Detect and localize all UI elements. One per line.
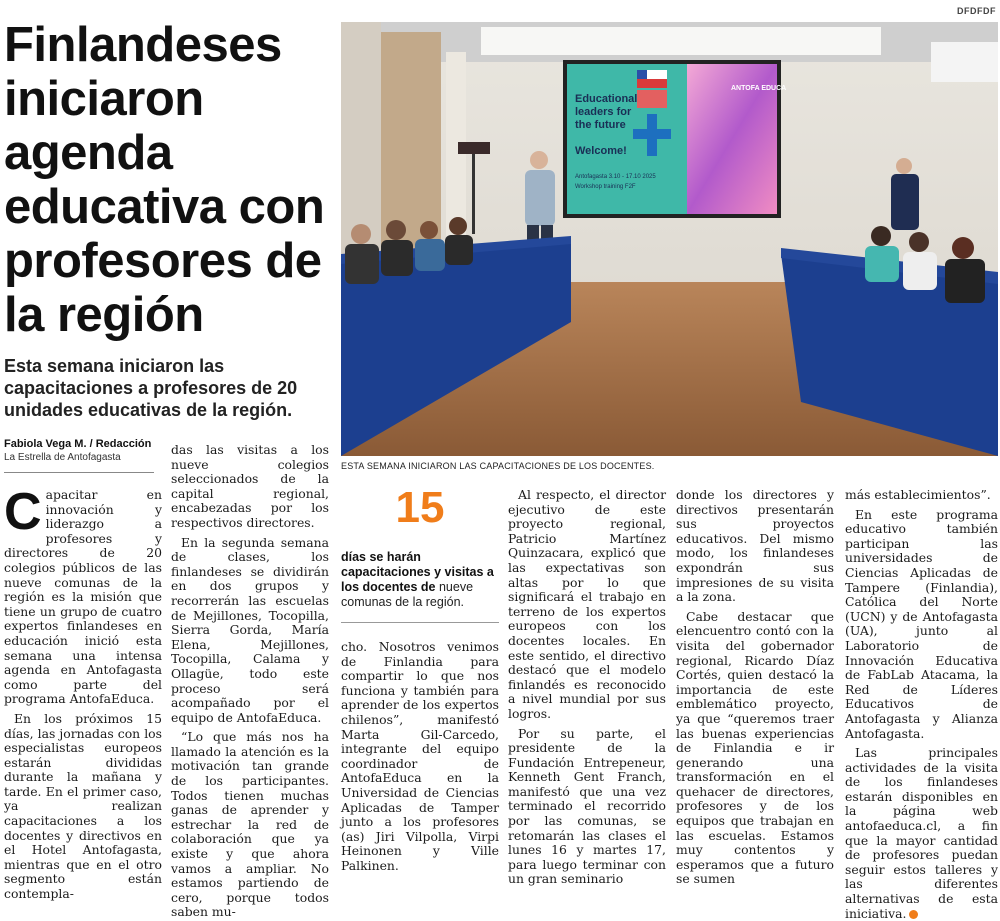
body-paragraph: das las visitas a los nueve colegios seleccionados de la capital regional, encabezadas por los respectivos directores. (171, 442, 329, 530)
byline (4, 437, 154, 465)
body-column-5 (676, 487, 834, 887)
page-code: DFDFDF (957, 6, 996, 16)
body-paragraph: En este programa educativo también participan las universidades de Ciencias Aplicadas de Tampere (Finlandia), Católica del Norte (UCN) y de Antofagasta (UA), junto al Laboratorio de Innovación Educativa de FabLab Atacama, la Red de Líderes Educativos de Antofagasta y Alianza Antofagasta. (845, 506, 998, 741)
body-paragraph: Capacitar en innovación y liderazgo a profesores y directores de 20 colegios públicos de las nueve comunas de la región es la misión que tiene un grupo de cuatro expertos finlandeses en educación inició esta semana una intensa agenda en Antofagasta como parte del programa AntofaEduca. (4, 483, 162, 707)
slide-meta: Antofagasta 3.10 - 17.10 2025 (575, 174, 656, 180)
body-paragraph: Por su parte, el presidente de la Fundación Entrepeneur, Kenneth Gent Franch, manifestó que una vez terminado el recorrido por las comunas, se retomarán las clases el lunes 16 y martes 17, para luego terminar con un gran seminario (508, 725, 666, 887)
photo-illustration (341, 22, 998, 456)
slide-welcome: Welcome! (575, 145, 627, 157)
byline-divider (4, 472, 154, 473)
body-paragraph: En los próximos 15 días, las jornadas con los especialistas europeos estarán divididas durante la mañana y tarde. En el primer caso, ya realizan capacitaciones a los docentes y directivos en el Hotel Antofagasta, mientras que en el otro segmento están contempla- (4, 710, 162, 902)
stat-number: 15 (395, 483, 445, 532)
end-mark-icon (909, 910, 918, 919)
body-column-4 (508, 487, 666, 887)
body-paragraph: Al respecto, el director ejecutivo de este proyecto regional, Patricio Martínez Quinzacara, explicó que las expectativas son altas por lo que significará el trabajo en terreno de los expertos europeos con los docentes locales. En este sentido, el directivo destacó que el modelo finlandés es reconocido a nivel mundial por sus logros. (508, 487, 666, 721)
body-column-6 (845, 487, 998, 921)
body-column-2 (171, 442, 329, 920)
byline-author: Fabiola Vega M. / Redacción (4, 438, 152, 450)
body-paragraph: Las principales actividades de la visita de los finlandeses estarán disponibles en la página web antofaeduca.cl, a fin que la mayor cantidad de profesores puedan seguir estos talleres y las diferentes alternativas de esta iniciativa. (845, 745, 998, 921)
photo-caption: ESTA SEMANA INICIARON LAS CAPACITACIONES DE LOS DOCENTES. (341, 461, 655, 471)
slide-title-line1: Educational (575, 93, 638, 105)
dropcap: C (4, 483, 42, 541)
body-paragraph: donde los directores y directivos presentarán sus proyectos educativos. Del mismo modo, los finlandeses expondrán sus impresiones de su visita a la zona. (676, 487, 834, 605)
byline-outlet: La Estrella de Antofagasta (4, 452, 121, 463)
dek: Esta semana iniciaron las capacitaciones a profesores de 20 unidades educativas de la región. (4, 356, 298, 420)
body-paragraph: más establecimientos”. (845, 487, 991, 502)
slide-logo: ANTOFA EDUCA (731, 85, 787, 92)
svg-text:the future: the future (575, 119, 626, 131)
body-paragraph: En la segunda semana de clases, los finlandeses se dividirán en dos grupos y recorrerán las escuelas de Mejillones, Tocopilla, Sierra Gorda, María Elena, Mejillones, Tocopilla, Calama y Ollagüe, todo este proceso será acompañado por el equipo de AntofaEduca. (171, 534, 329, 725)
stat-text: días se harán capacitaciones y visitas a los docentes de nueve comunas de la región. (341, 550, 494, 609)
body-paragraph: cho. Nosotros venimos de Finlandia para compartir lo que nos funciona y también para aprender de los expertos chilenos”, manifestó Marta Gil-Carcedo, integrante del equipo coordinador de AntofaEduca en la Universidad de Ciencias Aplicadas de Tamper junto a los profesores (as) Jiri Vilpolla, Virpi Heinonen y Ville Palkinen. (341, 639, 499, 873)
body-paragraph: “Lo que más nos ha llamado la atención es la motivación tan grande de los participantes. Todos tienen muchas ganas de aprender y estrechar la red de colaboración que ya existe y que ahora vamos a ampliar. No estamos partiendo de cero, porque todos saben mu- (171, 729, 329, 920)
stat-divider (341, 622, 499, 623)
article-photo (341, 22, 998, 456)
svg-text:leaders for: leaders for (575, 106, 632, 118)
body-paragraph: Cabe destacar que elencuentro contó con la visita del gobernador regional, Ricardo Díaz Cortés, quien destacó la importancia de este emblemático proyecto, ya que “queremos traer las buenas experiencias de Finlandia e ir generando una transformación en el quehacer de directores, profesores y de los equipos que trabajan en las escuelas. Estamos muy contentos y esperamos que a futuro se sumen (676, 608, 834, 887)
slide-meta2: Workshop training F2F (575, 184, 636, 190)
body-column-1 (4, 483, 162, 902)
headline: Finlandeses iniciaron agenda educativa con profesores de la región (4, 18, 325, 342)
body-column-3 (341, 639, 499, 873)
